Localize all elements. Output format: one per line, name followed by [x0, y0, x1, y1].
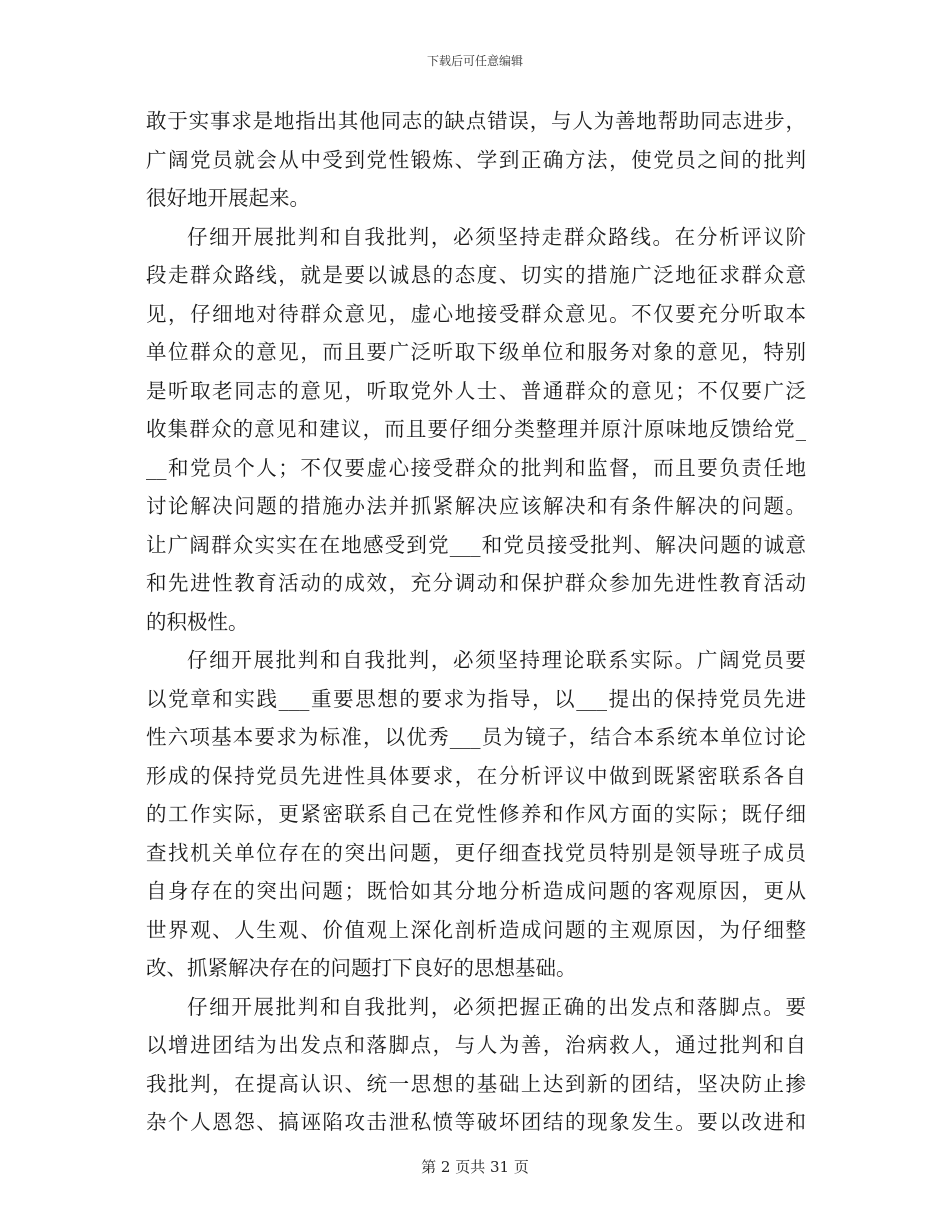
- text-line: 广阔党员就会从中受到党性锻炼、学到正确方法，使党员之间的批判: [146, 147, 806, 172]
- page-header-note: 下载后可任意编辑: [426, 54, 523, 68]
- text-line: 查找机关单位存在的突出问题，更仔细查找党员特别是领导班子成员: [146, 840, 806, 865]
- paragraph: [146, 102, 806, 218]
- paragraph: [146, 218, 806, 642]
- paragraph: [146, 988, 806, 1142]
- text-line: 改、抓紧解决存在的问题打下良好的思想基础。: [146, 956, 577, 980]
- text-line: 段走群众路线，就是要以诚恳的态度、切实的措施广泛地征求群众意: [146, 263, 806, 287]
- text-line: 是听取老同志的意见，听取党外人士、普通群众的意见；不仅要广泛: [146, 378, 806, 403]
- text-line: 的积极性。: [146, 609, 249, 634]
- text-line: 见，仔细地对待群众意见，虚心地接受群众意见。不仅要充分听取本: [146, 301, 806, 326]
- text-line: 单位群众的意见，而且要广泛听取下级单位和服务对象的意见，特别: [146, 340, 806, 364]
- text-line: 杂个人恩怨、搞诬陷攻击泄私愤等破坏团结的现象发生。要以改进和: [146, 1110, 806, 1134]
- text-line: 世界观、人生观、价值观上深化剖析造成问题的主观原因，为仔细整: [146, 917, 806, 942]
- text-line: 很好地开展起来。: [146, 186, 310, 210]
- text-line: 自身存在的突出问题；既恰如其分地分析造成问题的客观原因，更从: [146, 879, 806, 903]
- text-line: 收集群众的意见和建议，而且要仔细分类整理并原汁原味地反馈给党_: [146, 417, 806, 441]
- text-line: 和先进性教育活动的成效，充分调动和保护群众参加先进性教育活动: [146, 571, 806, 595]
- text-line: 性六项基本要求为标准，以优秀___员为镜子，结合本系统本单位讨论: [146, 725, 806, 749]
- text-line: 仔细开展批判和自我批判，必须坚持理论联系实际。广阔党员要: [187, 648, 806, 672]
- text-line: 以增进团结为出发点和落脚点，与人为善，治病救人，通过批判和自: [146, 1033, 806, 1057]
- text-line: 讨论解决问题的措施办法并抓紧解决应该解决和有条件解决的问题。: [146, 494, 806, 518]
- text-line: 形成的保持党员先进性具体要求，在分析评议中做到既紧密联系各自: [146, 763, 806, 788]
- text-line: __和党员个人；不仅要虚心接受群众的批判和监督，而且要负责任地: [146, 455, 806, 480]
- text-line: 我批判，在提高认识、统一思想的基础上达到新的团结，坚决防止掺: [146, 1071, 806, 1096]
- document-body: [146, 102, 806, 1142]
- text-line: 以党章和实践___重要思想的要求为指导，以___提出的保持党员先进: [146, 686, 806, 711]
- text-line: 的工作实际，更紧密联系自己在党性修养和作风方面的实际；既仔细: [146, 802, 806, 826]
- text-line: 敢于实事求是地指出其他同志的缺点错误，与人为善地帮助同志进步，: [146, 109, 806, 133]
- text-line: 让广阔群众实实在在地感受到党___和党员接受批判、解决问题的诚意: [146, 532, 806, 557]
- text-line: 仔细开展批判和自我批判，必须把握正确的出发点和落脚点。要: [187, 994, 806, 1019]
- paragraph: [146, 641, 806, 988]
- text-line: 仔细开展批判和自我批判，必须坚持走群众路线。在分析评议阶: [187, 224, 806, 249]
- page-number: 第 2 页共 31 页: [421, 1158, 529, 1176]
